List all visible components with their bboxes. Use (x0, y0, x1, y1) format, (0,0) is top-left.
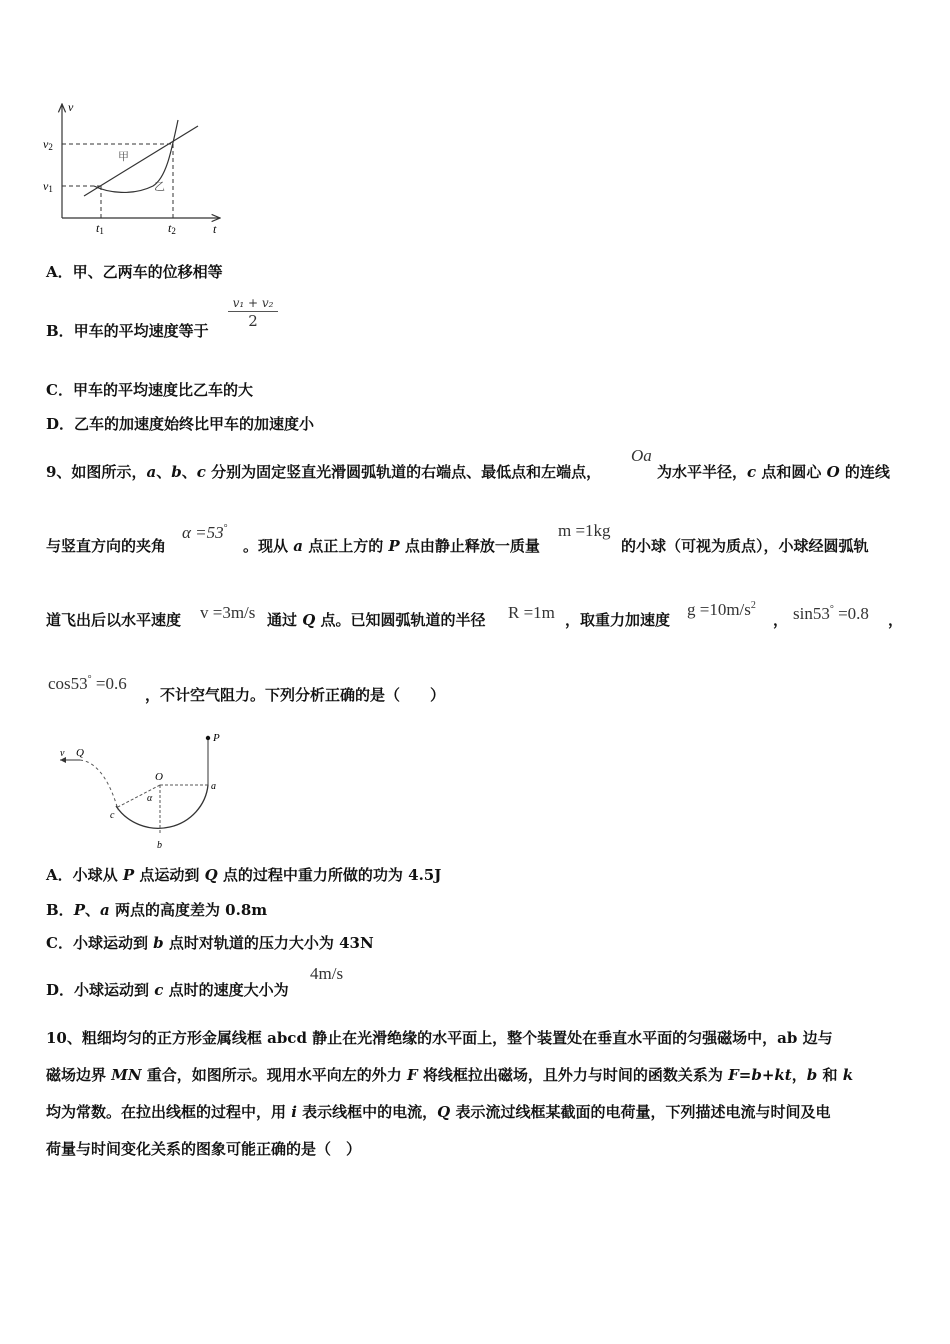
t2-sub: 2 (171, 226, 176, 236)
text: 和 (817, 1066, 843, 1084)
t-axis-label: t (213, 222, 217, 236)
text: 磁场边界 (46, 1066, 112, 1084)
text: 为水平半径， (657, 463, 748, 481)
q9-line-3a: 道飞出后以水平速度 (46, 611, 182, 629)
force-f: F (407, 1066, 418, 1084)
q9-option-b (46, 899, 267, 920)
text: 。现从 (243, 537, 294, 555)
point-q: Q (302, 611, 316, 629)
point-c: c (154, 981, 164, 999)
gravity-math (687, 600, 756, 620)
p-label: P (213, 732, 220, 744)
text: 点正上方的 (302, 537, 389, 555)
point-p: P (122, 866, 135, 884)
b-label: b (157, 840, 162, 851)
q9-line-4: ，不计空气阻力。下列分析正确的是（ ） (145, 686, 446, 704)
mass-math: m =1kg (558, 521, 611, 540)
track-figure (50, 728, 230, 854)
q10-line-4: 荷量与时间变化关系的图象可能正确的是（ ） (46, 1140, 362, 1158)
q8-option-c: C．甲车的平均速度比乙车的大 (46, 381, 253, 399)
const-k: k (842, 1066, 854, 1084)
gravity-value: g =10m/s (687, 600, 751, 619)
v2-sub: 2 (48, 142, 53, 152)
text: ， (791, 1066, 807, 1084)
text: 两点的高度差为 0.8m (109, 901, 268, 919)
text: 分别为固定竖直光滑圆弧轨道的右端点、最低点和左端点， (205, 463, 602, 481)
q8-option-a: A．甲、乙两车的位移相等 (46, 263, 223, 281)
text: 表示流过线框某截面的电荷量，下列描述电流与时间及电 (450, 1103, 831, 1121)
fraction-denominator: 2 (248, 312, 258, 330)
q9-line-3b (267, 609, 486, 630)
jia-line (84, 126, 198, 196)
v1-label: v (43, 179, 49, 193)
c-label: c (110, 810, 115, 821)
q10-line-2 (46, 1064, 853, 1085)
text: 点的过程中重力所做的功为 4.5J (217, 866, 442, 884)
v-label: v (60, 748, 65, 759)
q9-line-1b (657, 461, 890, 482)
text: C．小球运动到 (46, 934, 154, 952)
option-d-speed-math: 4m/s (310, 964, 344, 983)
boundary-mn: MN (111, 1066, 142, 1084)
v1-sub: 1 (48, 184, 53, 194)
sin-label: sin53 (793, 604, 830, 623)
jia-label: 甲 (118, 151, 129, 163)
text: 点时对轨道的压力大小为 43N (163, 934, 374, 952)
alpha-value: α =53 (182, 523, 224, 542)
q9-option-d (46, 979, 289, 1000)
t1-label: t (96, 221, 100, 235)
text: 表示线框中的电流， (296, 1103, 438, 1121)
text: 点运动到 (134, 866, 205, 884)
q9-comma: ， (773, 611, 789, 629)
q9-option-c (46, 932, 374, 953)
current-i: i (291, 1103, 297, 1121)
q8-option-b: B．甲车的平均速度等于 (46, 322, 209, 340)
force-function: F=b+kt (728, 1066, 792, 1084)
q9-comma-2: ， (888, 611, 904, 629)
text: 点。已知圆弧轨道的半径 (315, 611, 486, 629)
const-b: b (806, 1066, 818, 1084)
q9-line-3c: ，取重力加速度 (565, 611, 671, 629)
v-axis-label: v (68, 100, 74, 114)
text: 、 (156, 463, 172, 481)
q9-line-2c: 的小球（可视为质点），小球经圆弧轨 (621, 537, 869, 555)
text: 重合，如图所示。现用水平向左的外力 (141, 1066, 408, 1084)
text: 9、如图所示， (46, 463, 147, 481)
svg-text:t1 (96, 221, 104, 236)
text: 均为常数。在拉出线框的过程中，用 (46, 1103, 292, 1121)
point-a: a (293, 537, 303, 555)
cos-label: cos53 (48, 674, 88, 693)
alpha-math (182, 523, 228, 543)
cos-value: =0.6 (95, 674, 127, 693)
point-p: P (73, 901, 85, 919)
q10-line-3 (46, 1101, 830, 1122)
t1-sub: 1 (99, 226, 104, 236)
sin-value: =0.8 (838, 604, 869, 623)
q8-option-d: D．乙车的加速度始终比甲车的加速度小 (46, 415, 315, 433)
t2-label: t (168, 221, 172, 235)
charge-q: Q (437, 1103, 451, 1121)
q9-line-1a (46, 461, 601, 482)
point-b: b (171, 463, 182, 481)
cos-math (48, 674, 127, 694)
point-q: Q (204, 866, 218, 884)
svg-text:v1 (43, 179, 53, 194)
svg-text:v2 (43, 137, 53, 152)
text: D．小球运动到 (46, 981, 155, 999)
text: 点时的速度大小为 (163, 981, 289, 999)
text: 的连线 (839, 463, 890, 481)
gravity-exponent: 2 (750, 600, 756, 611)
point-b: b (153, 934, 164, 952)
q9-line-2a: 与竖直方向的夹角 (46, 537, 167, 555)
text: 点由静止释放一质量 (399, 537, 540, 555)
yi-label: 乙 (154, 181, 165, 193)
velocity-time-graph (38, 98, 228, 238)
text: 、 (181, 463, 197, 481)
fraction-numerator: v₁ + v₂ (228, 296, 278, 312)
point-a: a (146, 463, 157, 481)
degree-mark: ° (223, 523, 228, 534)
radius-oc (116, 785, 160, 808)
alpha-label: α (147, 793, 153, 804)
text: A．小球从 (46, 866, 123, 884)
point-a: a (99, 901, 110, 919)
text: 将线框拉出磁场，且外力与时间的函数关系为 (417, 1066, 729, 1084)
point-c: c (196, 463, 206, 481)
degree-mark: ° (87, 674, 92, 685)
q9-option-a (46, 864, 441, 885)
q10-line-1: 10、粗细均匀的正方形金属线框 abcd 静止在光滑绝缘的水平面上，整个装置处在垂直水平面的匀强磁场中，ab 边与 (46, 1029, 833, 1047)
a-label: a (211, 781, 216, 792)
speed-math: v =3m/s (200, 603, 256, 622)
trajectory-dashed (80, 760, 118, 810)
text: 、 (84, 901, 100, 919)
degree-mark: ° (829, 604, 834, 615)
oa-math: Oa (631, 446, 652, 465)
q8-fraction (228, 296, 278, 330)
q-label: Q (76, 747, 84, 759)
v2-label: v (43, 137, 49, 151)
radius-math: R =1m (508, 603, 555, 622)
o-label: O (155, 771, 163, 783)
point-p: P (388, 537, 400, 555)
text: 通过 (267, 611, 303, 629)
q9-line-2b (243, 535, 540, 556)
point-c: c (747, 463, 757, 481)
text: 点和圆心 (756, 463, 827, 481)
svg-text:t2 (168, 221, 176, 236)
arc-track (116, 785, 208, 828)
point-o: O (826, 463, 840, 481)
p-dot (206, 736, 210, 740)
text: B． (46, 901, 74, 919)
sin-math (793, 604, 869, 624)
